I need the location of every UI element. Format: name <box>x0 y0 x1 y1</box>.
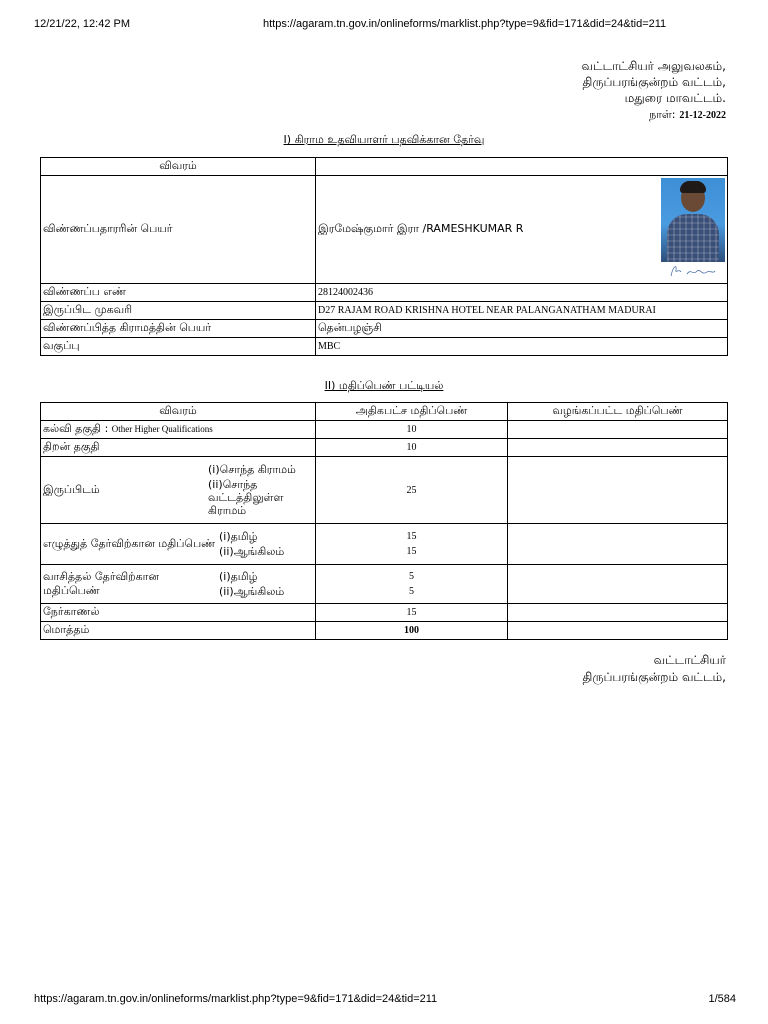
marks-table <box>40 402 728 640</box>
residence-option-1: (i)சொந்த கிராமம் <box>208 463 296 476</box>
table-row <box>41 338 728 356</box>
total-awarded <box>508 622 728 640</box>
table-row <box>41 302 728 320</box>
reading-cell <box>41 565 316 604</box>
date-value: 21-12-2022 <box>679 110 726 121</box>
written-max-1: 15 <box>406 531 417 542</box>
table-header-empty <box>316 158 728 176</box>
table-row <box>41 622 728 640</box>
skill-max: 10 <box>316 439 508 457</box>
print-datetime: 12/21/22, 12:42 PM <box>34 18 131 30</box>
table-row <box>41 439 728 457</box>
applicant-signature <box>667 262 719 280</box>
print-url-header: https://agaram.tn.gov.in/onlineforms/marklist.php?type=9&fid=171&did=24&tid=211 <box>263 18 667 30</box>
marks-header-row <box>41 403 728 421</box>
signatory-block <box>583 652 726 686</box>
table-row <box>41 320 728 338</box>
community-label: வகுப்பு <box>41 338 316 356</box>
total-max: 100 <box>316 622 508 640</box>
table-row <box>41 524 728 565</box>
education-value: Other Higher Qualifications <box>111 424 213 434</box>
section2-title: II) மதிப்பெண் பட்டியல் <box>324 379 444 392</box>
skill-label: திறன் தகுதி <box>41 439 316 457</box>
applicant-name-label: விண்ணப்பதாரரின் பெயர் <box>41 176 316 284</box>
signatory-office: திருப்பரங்குன்றம் வட்டம், <box>582 670 726 684</box>
residence-label: இருப்பிடம் <box>43 482 100 496</box>
community-value: MBC <box>316 338 728 356</box>
office-line-1: வட்டாட்சியர் அலுவலகம், <box>581 59 726 73</box>
education-label: கல்வி தகுதி : Other Higher Qualifications <box>41 421 316 439</box>
marks-header-awarded: வழங்கப்பட்ட மதிப்பெண் <box>508 403 728 421</box>
table-header-cell: விவரம் <box>41 158 316 176</box>
written-option-2: (ii)ஆங்கிலம் <box>219 545 285 558</box>
section1-title: I) கிராம உதவியாளர் பதவிக்கான தேர்வு <box>283 133 485 146</box>
village-label: விண்ணப்பித்த கிராமத்தின் பெயர் <box>41 320 316 338</box>
interview-label: நேர்காணல் <box>41 604 316 622</box>
table-header-row <box>41 158 728 176</box>
signatory-title: வட்டாட்சியர் <box>653 653 726 667</box>
marks-header-details: விவரம் <box>41 403 316 421</box>
education-max: 10 <box>316 421 508 439</box>
residence-awarded <box>508 457 728 524</box>
date-label: நாள்: <box>649 108 676 121</box>
applicant-name-value: இரமேஷ்குமார் இரா /RAMESHKUMAR R <box>316 176 728 284</box>
office-address <box>582 58 726 124</box>
residence-max: 25 <box>316 457 508 524</box>
reading-label: வாசித்தல் தேர்விற்கான மதிப்பெண் <box>43 570 160 597</box>
applicant-photo <box>661 178 725 262</box>
reading-option-1: (i)தமிழ் <box>219 570 258 583</box>
total-label: மொத்தம் <box>41 622 316 640</box>
print-page-number: 1/584 <box>708 993 736 1005</box>
written-option-1: (i)தமிழ் <box>219 530 258 543</box>
reading-option-2: (ii)ஆங்கிலம் <box>219 585 285 598</box>
education-awarded <box>508 421 728 439</box>
reading-awarded <box>508 565 728 604</box>
print-url-footer: https://agaram.tn.gov.in/onlineforms/marklist.php?type=9&fid=171&did=24&tid=211 <box>34 993 438 1005</box>
table-row <box>41 457 728 524</box>
address-label: இருப்பிட முகவரி <box>41 302 316 320</box>
reading-max-1: 5 <box>409 571 414 582</box>
marks-header-max: அதிகபட்ச மதிப்பெண் <box>316 403 508 421</box>
written-cell <box>41 524 316 565</box>
table-row <box>41 284 728 302</box>
skill-awarded <box>508 439 728 457</box>
residence-option-2: (ii)சொந்த வட்டத்திலுள்ள கிராமம் <box>208 478 284 517</box>
table-row <box>41 421 728 439</box>
applicant-table <box>40 157 728 356</box>
office-line-2: திருப்பரங்குன்றம் வட்டம், <box>582 75 726 89</box>
office-line-3: மதுரை மாவட்டம். <box>624 91 726 105</box>
table-row <box>41 604 728 622</box>
application-number-value: 28124002436 <box>316 284 728 302</box>
office-date <box>582 106 726 124</box>
village-value: தென்பழஞ்சி <box>316 320 728 338</box>
address-value: D27 RAJAM ROAD KRISHNA HOTEL NEAR PALANGANATHAM MADURAI <box>316 302 728 320</box>
table-row <box>41 565 728 604</box>
residence-cell <box>41 457 316 524</box>
written-awarded <box>508 524 728 565</box>
application-number-label: விண்ணப்ப எண் <box>41 284 316 302</box>
table-row <box>41 176 728 284</box>
interview-max: 15 <box>316 604 508 622</box>
reading-max-2: 5 <box>409 586 414 597</box>
written-max-2: 15 <box>406 546 417 557</box>
written-label: எழுத்துத் தேர்விற்கான மதிப்பெண் <box>43 537 216 550</box>
written-max <box>316 524 508 565</box>
interview-awarded <box>508 604 728 622</box>
reading-max <box>316 565 508 604</box>
